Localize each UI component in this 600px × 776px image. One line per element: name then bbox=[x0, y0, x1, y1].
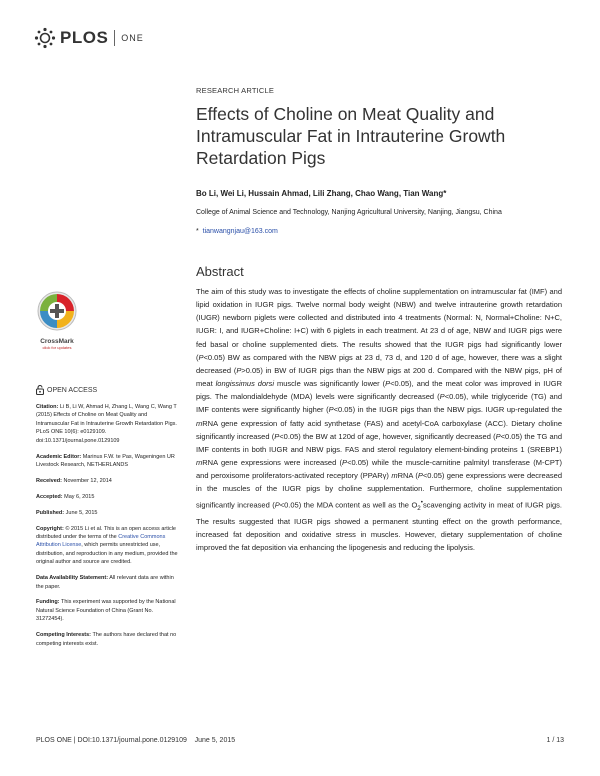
citation: Citation: Li B, Li W, Ahmad H, Zhang L, Wang C, Wang T (2015) Effects of Choline on Meat Quality and Intramuscular Fat in Intrauterine Growth Retardation Pigs. PLoS ONE 10(6): e0129109. doi:10.1371/journal.pone.0129109 bbox=[36, 404, 177, 444]
crossmark-icon bbox=[36, 290, 78, 332]
received-date: Received: November 12, 2014 bbox=[36, 477, 112, 484]
funding: Funding: This experiment was supported by the National Natural Science Foundation of China (Grant No. 31272454). bbox=[36, 599, 176, 623]
published-date: Published: June 5, 2015 bbox=[36, 509, 98, 516]
academic-editor: Academic Editor: Marinus F.W. te Pas, Wageningen UR Livestock Research, NETHERLANDS bbox=[36, 453, 175, 468]
logo-divider bbox=[114, 30, 115, 46]
email-link[interactable]: tianwangnjau@163.com bbox=[202, 228, 278, 235]
crossmark-badge[interactable] bbox=[36, 290, 78, 350]
abstract-body: The aim of this study was to investigate the effects of choline supplementation on intramuscular fat (IMF) and lipid oxidation in IUGR pigs. Twelve normal body weight (NBW) and twelve intrauterine growth retardation (IUGR) newborn piglets were collected and distributed into 4 treatments (Normal: N, Normal+Choline: N+C, IUGR: I, and IUGR+Choline: I+C) with 6 piglets in each treatment. At 23 d of age, NBW and IUGR pigs were fed basal or choline supplemented diets. The results showed that the IUGR pigs had significantly lower (P<0.05) BW as compared with the NBW pigs at 23 d, 73 d, and 120 d of age, however, there was a slight decreased (P>0.05) in BW of IUGR pigs than the NBW pigs at 200 d. Compared with the NBW pigs, pH of meat longissimus dorsi muscle was significantly lower (P<0.05), and the meat color was improved in IUGR pigs. The malondialdehyde (MDA) levels were significantly decreased (P<0.05), while triglyceride (TG) and IMF contents were significantly higher (P<0.05) in the IUGR pigs than the NBW pigs. IUGR up-regulated the mRNA gene expression of fatty acid synthetase (FAS) and acetyl-CoA carboxylase (ACC). Dietary choline significantly increased (P<0.05) the BW at 120d of age, however, significantly decreased (P<0.05) the TG and IMF contents in both IUGR and NBW pigs. FAS and sterol regulatory element-binding proteins 1 (SREBP1) mRNA gene expressions were increased (P<0.05) while the muscle-carnitine palmityl transferase (M-CPT) and peroxisome proliferators-activated receptory (PPARγ) mRNA (P<0.05) gene expressions were decreased in the muscles of the IUGR pigs by choline supplementation. Furthermore, choline supplementation significantly increased (P<0.05) the MDA content as well as the $O_2^•scavenging$ activity in meat of IUGR pigs. The results suggested that IUGR pigs showed a permanent stunting effect on the growth performance, increased fat deposition and oxidative stress in muscles. However, dietary supplementation of choline improved the fat deposition via enhancing the lipogenesis and reducing the lipolysis. bbox=[196, 287, 563, 552]
crossmark-label: CrossMark bbox=[40, 338, 74, 345]
abstract-heading: Abstract bbox=[196, 264, 244, 279]
plos-wordmark: PLOS bbox=[60, 28, 109, 47]
article-title: Effects of Choline on Meat Quality and Intramuscular Fat in Intrauterine Growth Retardation Pigs bbox=[196, 104, 506, 168]
data-availability: Data Availability Statement: All relevant data are within the paper. bbox=[36, 575, 174, 590]
article-metadata bbox=[36, 403, 182, 655]
accepted-date: Accepted: May 6, 2015 bbox=[36, 493, 95, 500]
author-list: Bo Li, Wei Li, Hussain Ahmad, Lili Zhang, Chao Wang, Tian Wang* bbox=[196, 189, 447, 198]
open-lock-icon bbox=[36, 385, 44, 395]
open-access-badge bbox=[36, 385, 97, 395]
affiliation: College of Animal Science and Technology, Nanjing Agricultural University, Nanjing, Jiangsu, China bbox=[196, 209, 502, 216]
journal-name: ONE bbox=[121, 33, 144, 43]
corresponding-star: * bbox=[196, 228, 199, 235]
page-number: 1 / 13 bbox=[546, 737, 564, 744]
open-access-label: OPEN ACCESS bbox=[47, 386, 98, 394]
competing-interests: Competing Interests: The authors have declared that no competing interests exist. bbox=[36, 632, 177, 647]
crossmark-sub: click for updates bbox=[42, 345, 72, 350]
footer-journal-doi: PLOS ONE | DOI:10.1371/journal.pone.0129109 June 5, 2015 bbox=[36, 737, 236, 744]
corresponding-email bbox=[196, 228, 278, 235]
plos-sunburst-icon bbox=[34, 27, 56, 49]
plos-one-logo[interactable] bbox=[34, 27, 144, 49]
article-type: RESEARCH ARTICLE bbox=[196, 86, 275, 95]
copyright: Copyright: © 2015 Li et al. This is an open access article distributed under the terms of the Creative Commons Attribution License, which permits unrestricted use, distribution, and reproduction in any medium, provided the original author and source are credited. bbox=[36, 525, 178, 566]
license-link[interactable]: Creative Commons Attribution License bbox=[36, 533, 166, 549]
